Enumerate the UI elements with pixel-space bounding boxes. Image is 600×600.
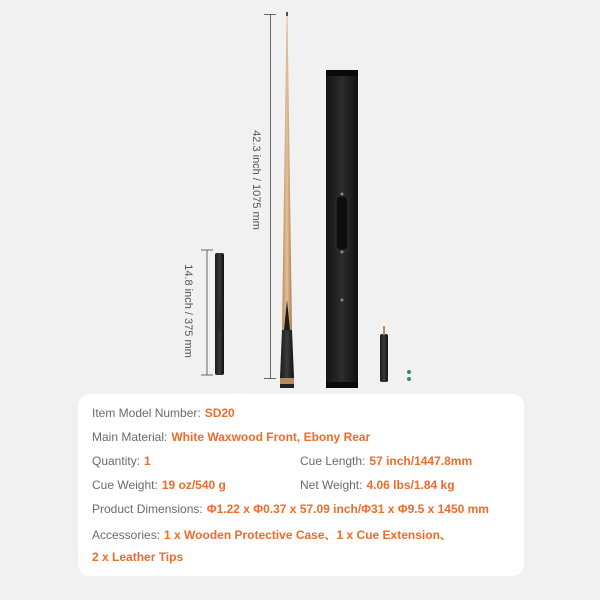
spec-model-value: SD20 [204, 406, 235, 420]
spec-product-dimensions-label: Product Dimensions: [92, 502, 203, 516]
spec-quantity-value: 1 [144, 454, 151, 468]
cue-dimension-label: 42.3 inch / 1075 mm [250, 130, 262, 230]
spec-material-label: Main Material: [92, 430, 168, 444]
spec-net-weight-label: Net Weight: [300, 478, 363, 492]
spec-quantity [92, 454, 151, 468]
spec-quantity-label: Quantity: [92, 454, 141, 468]
spec-cue-length-value: 57 inch/1447.8mm [369, 454, 473, 468]
spec-cue-length [300, 454, 472, 468]
spec-product-dimensions [92, 502, 489, 516]
spec-model-label: Item Model Number: [92, 406, 201, 420]
spec-cue-weight-value: 19 oz/540 g [161, 478, 226, 492]
spec-accessories-label: Accessories: [92, 528, 161, 542]
spec-accessories-line2 [92, 550, 183, 564]
spec-cue-weight [92, 478, 226, 492]
spec-net-weight-value: 4.06 lbs/1.84 kg [366, 478, 455, 492]
spec-model [92, 406, 235, 420]
spec-card [78, 394, 524, 576]
spec-cue-weight-label: Cue Weight: [92, 478, 158, 492]
spec-cue-length-label: Cue Length: [300, 454, 366, 468]
spec-material [92, 430, 370, 444]
spec-accessories [92, 526, 452, 543]
extension-dimension-label: 14.8 inch / 375 mm [182, 264, 194, 358]
spec-accessories-value-line2: 2 x Leather Tips [92, 550, 184, 564]
spec-material-value: White Waxwood Front, Ebony Rear [171, 430, 371, 444]
spec-net-weight [300, 478, 455, 492]
spec-accessories-value: 1 x Wooden Protective Case、1 x Cue Extension、 [164, 528, 452, 542]
spec-product-dimensions-value: Φ1.22 x Φ0.37 x 57.09 inch/Φ31 x Φ9.5 x 1450 mm [206, 502, 489, 516]
